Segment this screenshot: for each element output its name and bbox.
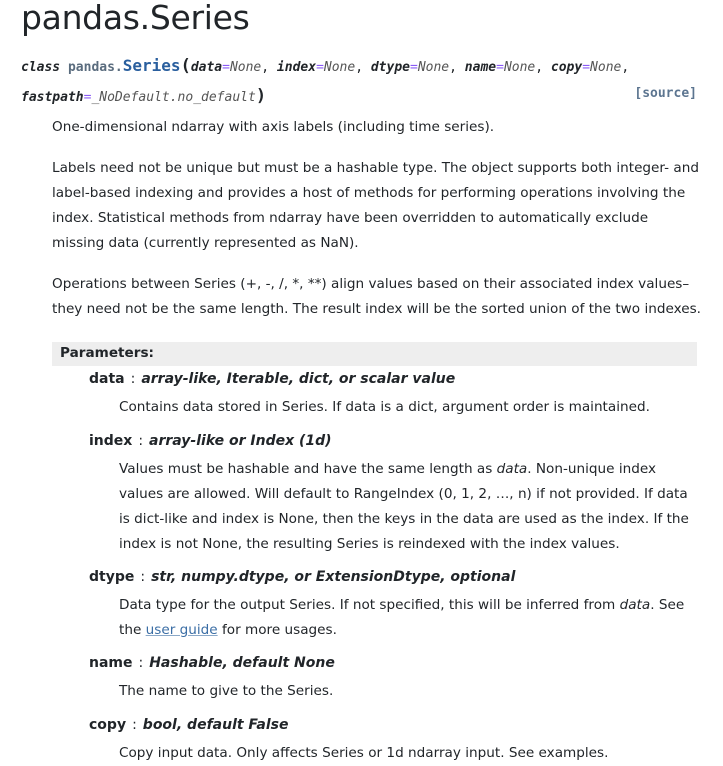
sig-param-dtype: dtype: [370, 60, 410, 75]
param-type: array-like or Index (1d): [149, 433, 332, 449]
source-link[interactable]: [source]: [634, 86, 697, 101]
parameters-label: Parameters:: [60, 345, 154, 361]
desc-text: . See the: [119, 597, 685, 638]
param-term-dtype: dtype : str, numpy.dtype, or ExtensionDtype, optional: [89, 569, 516, 585]
class-keyword: class: [21, 60, 61, 75]
module-name: pandas.: [67, 60, 123, 75]
param-term-name: name : Hashable, default None: [89, 655, 335, 671]
desc-text: for more usages.: [217, 622, 337, 638]
desc-text: Data type for the output Series. If not specified, this will be inferred from: [119, 597, 620, 613]
sig-default-name: None: [503, 60, 536, 75]
param-name: dtype: [89, 569, 135, 585]
param-name: name: [89, 655, 133, 671]
desc-emphasis: data: [496, 461, 528, 477]
sig-default-dtype: None: [417, 60, 450, 75]
desc-text: . Non-unique index values are allowed. Will default to RangeIndex (0, 1, 2, …, n) if not provided. If data is dict-like and index is None, then the keys in the data are used as the index. If the index is not None, the resulting Series is reindexed with the index values.: [119, 461, 689, 552]
param-type: array-like, Iterable, dict, or scalar value: [141, 371, 456, 387]
param-type: bool, default False: [142, 717, 289, 733]
param-name: index: [89, 433, 133, 449]
sig-default-index: None: [323, 60, 356, 75]
sig-default-data: None: [229, 60, 262, 75]
sig-param-name: name: [464, 60, 497, 75]
sig-default-fastpath: _NoDefault.no_default: [91, 90, 256, 105]
param-type: str, numpy.dtype, or ExtensionDtype, optional: [151, 569, 516, 585]
param-term-copy: copy : bool, default False: [89, 717, 289, 733]
param-name: data: [89, 371, 125, 387]
param-description: Contains data stored in Series. If data is a dict, argument order is maintained.: [119, 399, 650, 415]
param-description: [119, 457, 699, 557]
param-description: [119, 593, 699, 643]
param-term-data: data : array-like, Iterable, dict, or scalar value: [89, 371, 456, 387]
sig-param-copy: copy: [550, 60, 583, 75]
sig-param-index: index: [276, 60, 317, 75]
param-description: Copy input data. Only affects Series or 1d ndarray input. See examples.: [119, 745, 609, 761]
sig-param-data: data: [190, 60, 223, 75]
parameters-header: [52, 342, 697, 366]
description-paragraph: One-dimensional ndarray with axis labels (including time series).: [52, 119, 495, 135]
desc-emphasis: data: [619, 597, 651, 613]
param-name: copy: [89, 717, 127, 733]
user-guide-link[interactable]: user guide: [145, 622, 218, 638]
sig-param-fastpath: fastpath: [21, 90, 84, 105]
description-paragraph: Labels need not be unique but must be a hashable type. The object supports both integer- and label-based indexing and provides a host of methods for performing operations involving the index. Statistical methods from ndarray have been overridden to automatically exclude missing data (currently represented as NaN).: [52, 160, 699, 251]
class-name: Series: [122, 56, 181, 75]
page-title: pandas.Series: [21, 0, 250, 37]
param-type: Hashable, default None: [149, 655, 335, 671]
description-paragraph: Operations between Series (+, -, /, *, **) align values based on their associated index values– they need not be the same length. The result index will be the sorted union of the two indexes.: [52, 276, 701, 317]
desc-text: Values must be hashable and have the same length as: [119, 461, 497, 477]
param-description: The name to give to the Series.: [119, 683, 334, 699]
sig-default-copy: None: [590, 60, 622, 75]
param-term-index: index : array-like or Index (1d): [89, 433, 332, 449]
